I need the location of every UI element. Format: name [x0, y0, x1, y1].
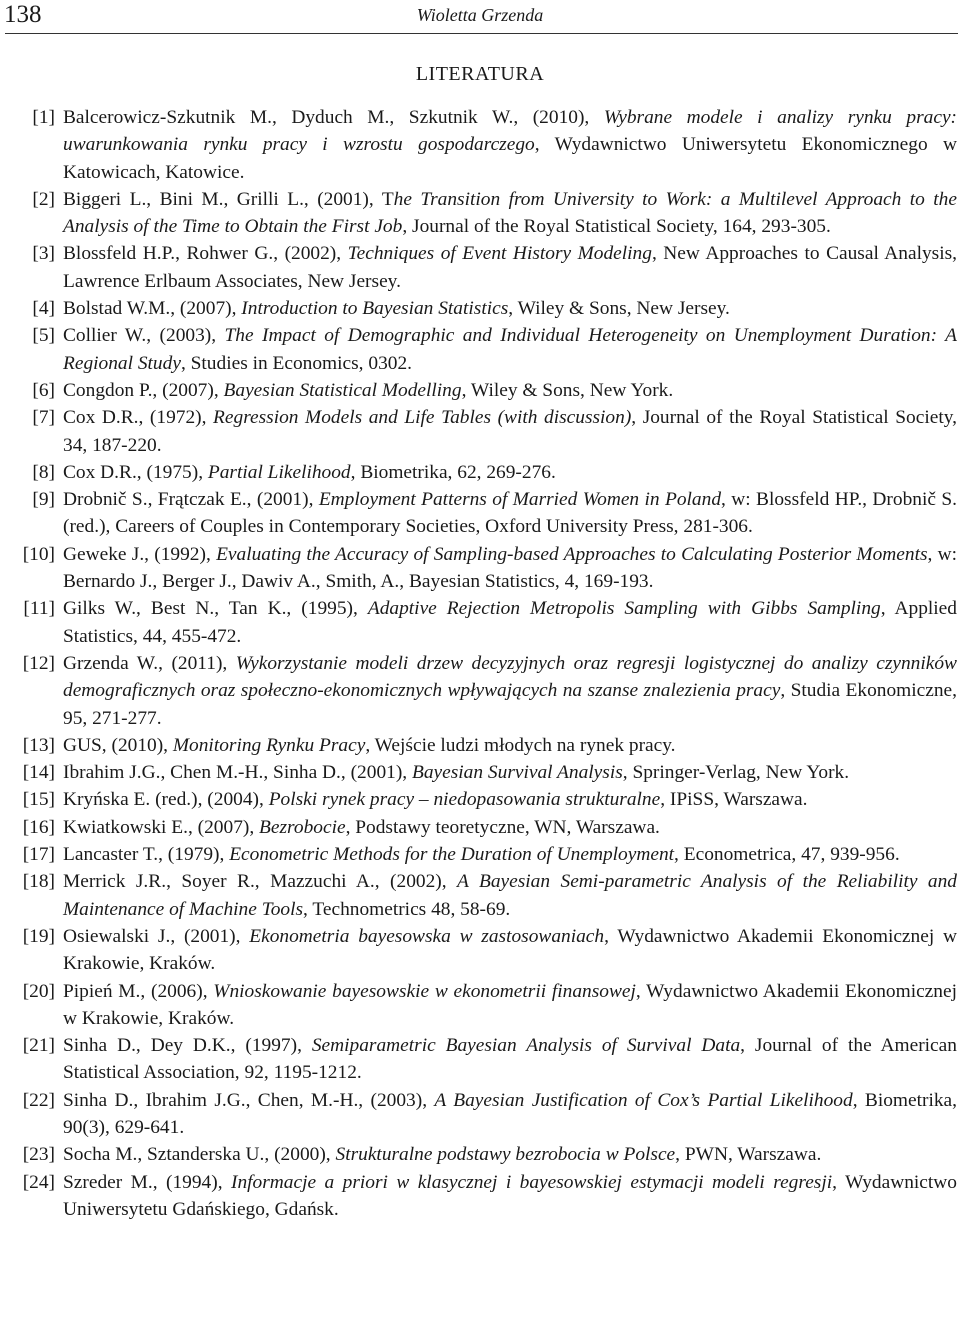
reference-number: [2]: [32, 188, 55, 210]
reference-title: Regression Models and Life Tables (with discussion): [213, 407, 632, 429]
reference-text: Bolstad W.M., (2007),: [63, 298, 242, 320]
reference-text: Grzenda W., (2011),: [63, 652, 236, 674]
reference-text: , Wiley & Sons, New Jersey.: [508, 298, 730, 320]
reference-item: [0, 923, 960, 978]
reference-text: Balcerowicz-Szkutnik M., Dyduch M., Szkutnik W., (2010),: [63, 107, 604, 128]
reference-title: A Bayesian Semi-parametric Analysis of the Reliability and Maintenance of Machine Tools: [63, 871, 957, 920]
reference-title: Wnioskowanie bayesowskie w ekonometrii finansowej: [213, 980, 636, 1002]
reference-number: [24]: [22, 1171, 55, 1193]
reference-item: [0, 541, 960, 596]
reference-number: [11]: [23, 598, 55, 620]
reference-number: [12]: [22, 652, 55, 674]
reference-text: , Biometrika, 62, 269-276.: [350, 461, 556, 483]
page-number: 138: [4, 1, 42, 28]
reference-item: [0, 786, 960, 813]
reference-text: Socha M., Sztanderska U., (2000),: [63, 1144, 336, 1166]
reference-text: , w: Bernardo J., Berger J., Dawiv A., Smith, A., Bayesian Statistics, 4, 169-193.: [63, 543, 958, 593]
reference-item: [0, 486, 960, 541]
reference-text: Merrick J.R., Soyer R., Mazzuchi A., (2002),: [63, 871, 458, 893]
reference-item: [0, 186, 960, 241]
reference-text: Kryńska E. (red.), (2004),: [63, 789, 269, 811]
reference-text: , IPiSS, Warszawa.: [660, 789, 808, 811]
reference-title: Partial Likelihood: [207, 461, 351, 483]
reference-title: Informacje a priori w klasycznej i bayesowskiej estymacji modeli regresji: [231, 1171, 833, 1193]
reference-item: [0, 978, 960, 1033]
reference-text: , Journal of the American Statistical Association, 92, 1195-1212.: [63, 1035, 957, 1084]
reference-text: Geweke J., (1992),: [63, 543, 217, 565]
reference-text: , Podstawy teoretyczne, WN, Warszawa.: [345, 816, 660, 838]
header-rule: [5, 33, 958, 34]
reference-item: [0, 595, 960, 650]
reference-text: , Wydawnictwo Uniwersytetu Ekonomicznego w Katowicach, Katowice.: [63, 134, 957, 183]
reference-number: [18]: [22, 871, 55, 893]
reference-text: GUS, (2010),: [63, 734, 173, 756]
reference-item: [0, 104, 960, 186]
reference-number: [19]: [22, 925, 55, 947]
reference-text: , Journal of the Royal Statistical Society, 164, 293-305.: [402, 216, 831, 238]
reference-number: [23]: [22, 1144, 55, 1166]
reference-text: Congdon P., (2007),: [63, 379, 224, 401]
reference-number: [22]: [22, 1089, 55, 1111]
reference-number: [1]: [32, 107, 55, 128]
reference-text: , Studia Ekonomiczne, 95, 271-277.: [63, 680, 957, 729]
reference-text: , Technometrics 48, 58-69.: [303, 898, 511, 920]
reference-title: Bayesian Statistical Modelling: [223, 379, 462, 401]
reference-text: , Journal of the Royal Statistical Society, 34, 187-220.: [63, 407, 957, 456]
reference-text: , Springer-Verlag, New York.: [622, 762, 850, 784]
reference-number: [14]: [22, 762, 55, 784]
reference-item: [0, 404, 960, 459]
reference-list: [0, 104, 960, 1223]
reference-number: [9]: [32, 489, 55, 511]
reference-text: Cox D.R., (1972),: [63, 407, 214, 429]
reference-text: Collier W., (2003),: [63, 325, 225, 347]
reference-text: Osiewalski J., (2001),: [63, 925, 250, 947]
reference-number: [6]: [32, 379, 55, 401]
reference-title: Introduction to Bayesian Statistics: [241, 298, 509, 320]
reference-text: , Wydawnictwo Uniwersytetu Gdańskiego, Gdańsk.: [63, 1171, 957, 1220]
reference-title: Wykorzystanie modeli drzew decyzyjnych oraz regresji logistycznej do analizy czynników demograficznych oraz społeczno-ekonomicznych wpływających na szanse znalezienia pracy: [63, 652, 957, 702]
reference-text: , Studies in Economics, 0302.: [180, 352, 412, 374]
reference-text: Lancaster T., (1979),: [63, 844, 230, 866]
reference-number: [7]: [32, 407, 55, 429]
reference-number: [4]: [32, 298, 55, 320]
reference-text: Drobnič S., Frątczak E., (2001),: [63, 489, 319, 511]
reference-text: Sinha D., Dey D.K., (1997),: [63, 1035, 312, 1057]
reference-title: The Impact of Demographic and Individual Heterogeneity on Unemployment Duration: A Regional Study: [63, 325, 957, 374]
reference-text: , Wydawnictwo Akademii Ekonomicznej w Krakowie, Kraków.: [63, 980, 957, 1029]
reference-number: [20]: [22, 980, 55, 1002]
reference-item: [0, 322, 960, 377]
reference-item: [0, 732, 960, 759]
reference-title: Wybrane modele i analizy rynku pracy: uwarunkowania rynku pracy i wzrostu gospodarczego: [63, 107, 958, 156]
reference-number: [3]: [32, 243, 55, 265]
reference-text: Biggeri L., Bini M., Grilli L., (2001), T: [63, 188, 394, 210]
reference-text: , New Approaches to Causal Analysis, Lawrence Erlbaum Associates, New Jersey.: [63, 243, 957, 292]
reference-title: Techniques of Event History Modeling: [347, 243, 652, 265]
reference-text: Pipień M., (2006),: [63, 980, 214, 1002]
reference-text: Sinha D., Ibrahim J.G., Chen, M.-H., (2003),: [63, 1089, 435, 1111]
reference-title: Bezrobocie: [259, 816, 346, 838]
reference-number: [21]: [22, 1035, 55, 1057]
reference-number: [8]: [32, 461, 55, 483]
reference-item: [0, 1169, 960, 1224]
reference-item: [0, 1087, 960, 1142]
reference-text: Ibrahim J.G., Chen M.-H., Sinha D., (2001),: [63, 762, 412, 784]
reference-title: Employment Patterns of Married Women in Poland: [318, 489, 722, 511]
reference-title: Adaptive Rejection Metropolis Sampling with Gibbs Sampling: [367, 598, 881, 620]
reference-text: , Wiley & Sons, New York.: [461, 379, 674, 401]
page-header: [0, 0, 960, 33]
reference-text: , Econometrica, 47, 939-956.: [674, 844, 900, 866]
reference-number: [17]: [22, 844, 55, 866]
reference-item: [0, 1032, 960, 1087]
reference-title: he Transition from University to Work: a Multilevel Approach to the Analysis of the Time to Obtain the First Job: [63, 188, 957, 238]
reference-title: Monitoring Rynku Pracy: [172, 734, 366, 756]
reference-number: [16]: [22, 816, 55, 838]
reference-item: [0, 650, 960, 732]
reference-item: [0, 240, 960, 295]
reference-item: [0, 377, 960, 404]
reference-title: Semiparametric Bayesian Analysis of Survival Data: [311, 1035, 741, 1057]
reference-text: , Wejście ludzi młodych na rynek pracy.: [365, 734, 676, 756]
reference-title: Polski rynek pracy – niedopasowania strukturalne: [268, 789, 661, 811]
reference-text: , Wydawnictwo Akademii Ekonomicznej w Krakowie, Kraków.: [63, 925, 958, 975]
reference-item: [0, 459, 960, 486]
running-head-author: Wioletta Grzenda: [416, 5, 544, 25]
reference-item: [0, 868, 960, 923]
reference-title: Econometric Methods for the Duration of Unemployment: [229, 844, 675, 866]
reference-title: Ekonometria bayesowska w zastosowaniach: [249, 925, 605, 947]
reference-title: A Bayesian Justification of Cox’s Partial Likelihood: [434, 1089, 853, 1111]
reference-item: [0, 295, 960, 322]
reference-item: [0, 759, 960, 786]
reference-title: Evaluating the Accuracy of Sampling-based Approaches to Calculating Posterior Moments: [216, 543, 928, 565]
reference-item: [0, 1141, 960, 1168]
section-title: LITERATURA: [415, 63, 545, 85]
reference-text: Cox D.R., (1975),: [63, 461, 208, 483]
reference-text: Gilks W., Best N., Tan K., (1995),: [63, 598, 368, 620]
reference-number: [15]: [22, 789, 55, 811]
reference-text: Blossfeld H.P., Rohwer G., (2002),: [63, 243, 348, 265]
reference-text: Szreder M., (1994),: [63, 1171, 231, 1193]
reference-text: , Biometrika, 90(3), 629-641.: [63, 1089, 957, 1138]
reference-item: [0, 841, 960, 868]
reference-number: [13]: [22, 734, 55, 756]
reference-text: , PWN, Warszawa.: [675, 1144, 822, 1166]
reference-text: Kwiatkowski E., (2007),: [63, 816, 260, 838]
reference-text: , Applied Statistics, 44, 455-472.: [63, 598, 957, 647]
reference-number: [5]: [32, 325, 55, 347]
reference-title: Bayesian Survival Analysis: [412, 762, 623, 784]
reference-title: Strukturalne podstawy bezrobocia w Polsce: [335, 1144, 676, 1166]
reference-number: [10]: [22, 543, 55, 565]
reference-text: , w: Blossfeld HP., Drobnič S. (red.), Careers of Couples in Contemporary Societies, Oxford University Press, 281-306.: [63, 489, 957, 538]
reference-item: [0, 814, 960, 841]
